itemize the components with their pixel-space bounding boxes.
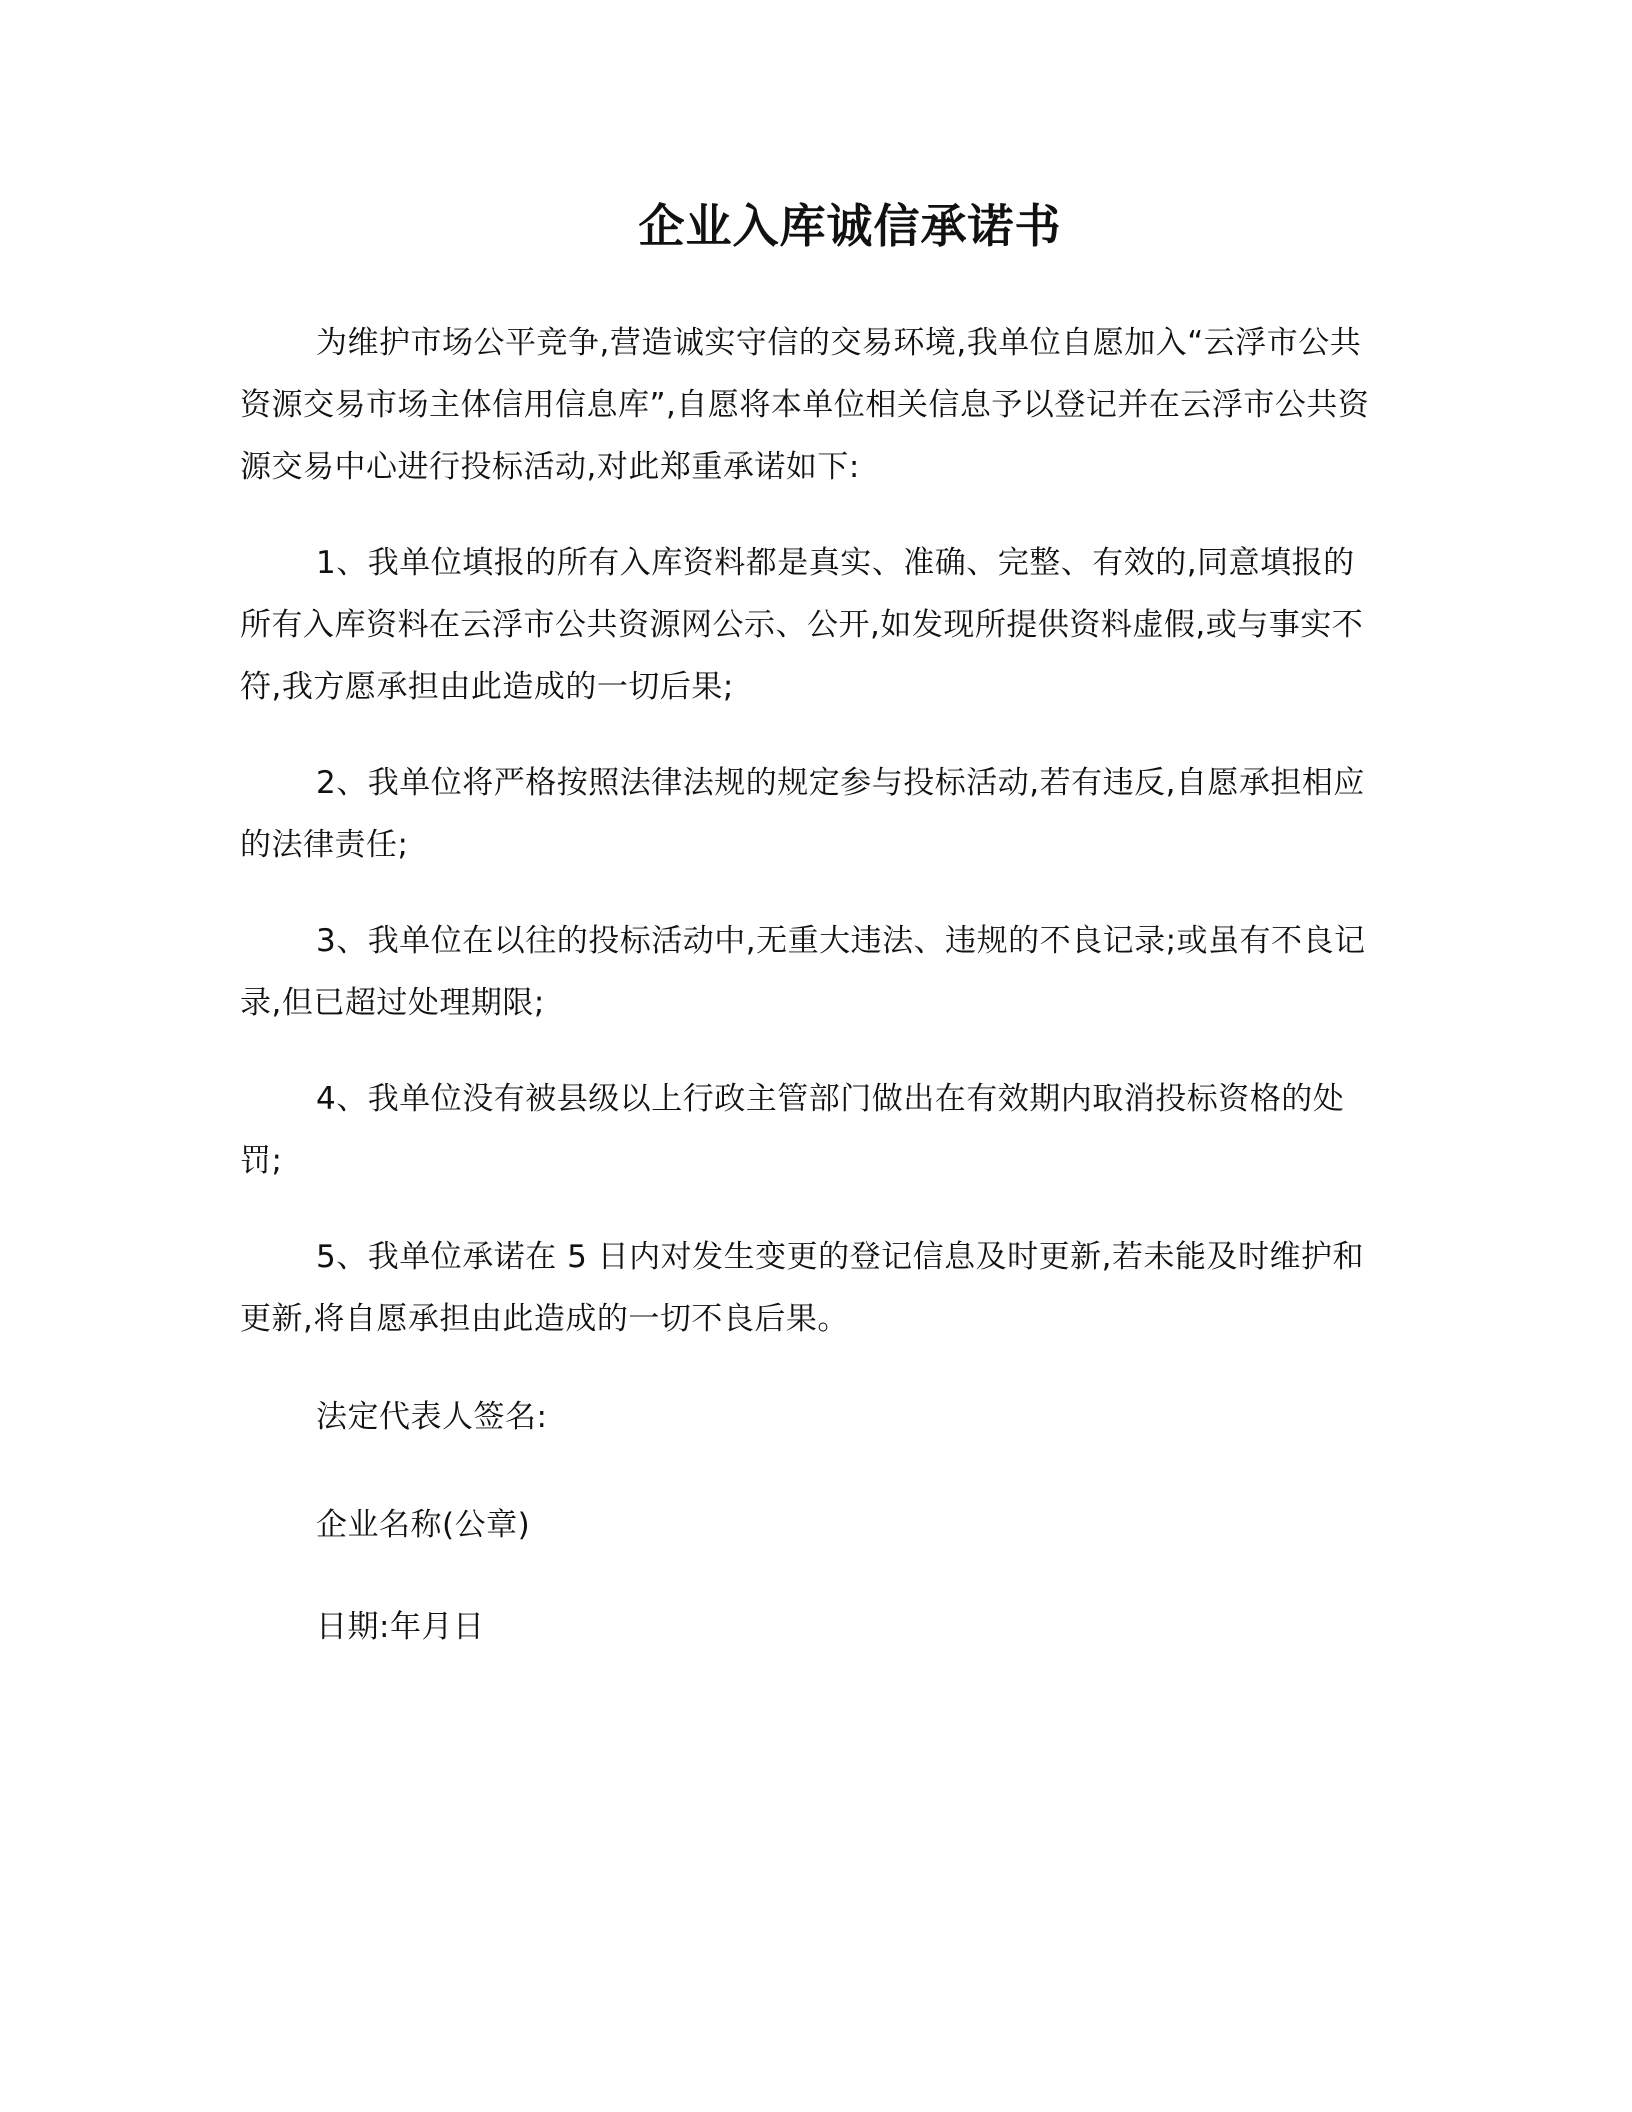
commitment-item-1: 1、我单位填报的所有入库资料都是真实、准确、完整、有效的,同意填报的所有入库资料在云浮市公共资源网公示、公开,如发现所提供资料虚假,或与事实不符,我方愿承担由此造成的一切后果; [240,545,1364,705]
date-label: 日期:年月日 [316,1609,485,1645]
representative-signature-label: 法定代表人签名: [316,1399,548,1435]
commitment-item-4: 4、我单位没有被县级以上行政主管部门做出在有效期内取消投标资格的处罚; [240,1081,1345,1179]
intro-paragraph: 为维护市场公平竞争,营造诚实守信的交易环境,我单位自愿加入“云浮市公共资源交易市场主体信用信息库”,自愿将本单位相关信息予以登记并在云浮市公共资源交易中心进行投标活动,对此郑重承诺如下: [240,325,1370,485]
commitment-item-3: 3、我单位在以往的投标活动中,无重大违法、违规的不良记录;或虽有不良记录,但已超过处理期限; [240,923,1366,1021]
commitment-item-5: 5、我单位承诺在 5 日内对发生变更的登记信息及时更新,若未能及时维护和更新,将自愿承担由此造成的一切不良后果。 [240,1239,1365,1337]
document-title: 企业入库诚信承诺书 [638,199,1062,253]
commitment-item-2: 2、我单位将严格按照法律法规的规定参与投标活动,若有违反,自愿承担相应的法律责任; [240,765,1365,863]
company-name-label: 企业名称(公章) [316,1507,531,1543]
